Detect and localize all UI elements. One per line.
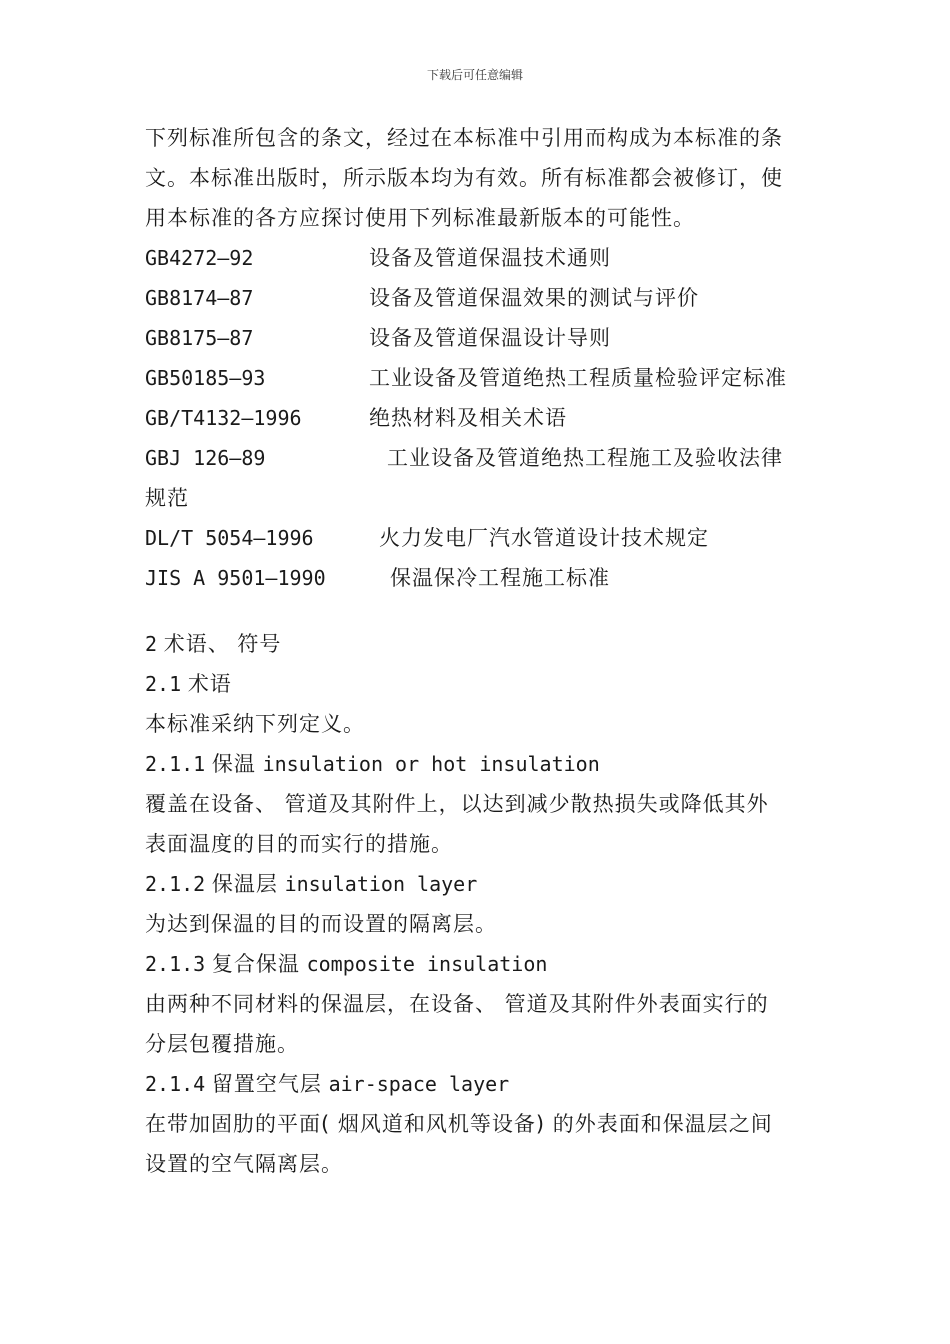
term-definition: 由两种不同材料的保温层，在设备、 管道及其附件外表面实行的 bbox=[145, 992, 769, 1016]
reference-code: GBJ 126—89 bbox=[145, 446, 266, 470]
reference-item bbox=[145, 318, 810, 358]
term-heading bbox=[145, 744, 810, 784]
reference-title: 工业设备及管道绝热工程施工及验收法律 bbox=[387, 446, 783, 470]
term-definition: 覆盖在设备、 管道及其附件上，以达到减少散热损失或降低其外 bbox=[145, 792, 769, 816]
term-entry bbox=[145, 864, 810, 944]
term-name-zh: 保温 bbox=[211, 752, 256, 776]
reference-code: GB/T4132—1996 bbox=[145, 406, 302, 430]
term-name-zh: 复合保温 bbox=[211, 952, 300, 976]
reference-code: DL/T 5054—1996 bbox=[145, 526, 314, 550]
reference-code: GB8174—87 bbox=[145, 286, 254, 310]
term-definition: 表面温度的目的而实行的措施。 bbox=[145, 832, 453, 856]
term-definition: 为达到保温的目的而设置的隔离层。 bbox=[145, 912, 497, 936]
section-spacer bbox=[145, 598, 810, 624]
term-name-en: air-space layer bbox=[328, 1072, 510, 1096]
reference-code: GB8175—87 bbox=[145, 326, 254, 350]
term-name-en: insulation or hot insulation bbox=[262, 752, 600, 776]
reference-item bbox=[145, 278, 810, 318]
term-heading bbox=[145, 864, 810, 904]
page-header: 下载后可任意编辑 bbox=[426, 68, 523, 82]
section-number: 2 bbox=[145, 632, 158, 656]
term-number: 2.1.3 bbox=[145, 952, 206, 976]
section-title: 术语、 符号 bbox=[163, 632, 282, 656]
term-number: 2.1.1 bbox=[145, 752, 206, 776]
intro-line: 下列标准所包含的条文，经过在本标准中引用而构成为本标准的条 bbox=[145, 126, 783, 150]
term-entry bbox=[145, 744, 810, 864]
reference-title: 设备及管道保温技术通则 bbox=[369, 246, 611, 270]
term-name-zh: 保温层 bbox=[211, 872, 278, 896]
reference-item bbox=[145, 398, 810, 438]
subsection-number: 2.1 bbox=[145, 672, 182, 696]
section-heading bbox=[145, 624, 810, 664]
term-name-zh: 留置空气层 bbox=[211, 1072, 322, 1096]
reference-item bbox=[145, 438, 810, 478]
subsection-intro: 本标准采纳下列定义。 bbox=[145, 712, 365, 736]
reference-title: 工业设备及管道绝热工程质量检验评定标准 bbox=[369, 366, 787, 390]
reference-item bbox=[145, 478, 810, 518]
reference-list bbox=[145, 238, 810, 598]
document-body bbox=[145, 118, 810, 1184]
reference-code: GB50185—93 bbox=[145, 366, 266, 390]
reference-item bbox=[145, 518, 810, 558]
term-name-en: composite insulation bbox=[306, 952, 548, 976]
intro-paragraph bbox=[145, 118, 810, 238]
term-definition: 设置的空气隔离层。 bbox=[145, 1152, 343, 1176]
reference-title: 设备及管道保温效果的测试与评价 bbox=[369, 286, 699, 310]
term-heading bbox=[145, 1064, 810, 1104]
reference-code: JIS A 9501—1990 bbox=[145, 566, 326, 590]
intro-line: 用本标准的各方应探讨使用下列标准最新版本的可能性。 bbox=[145, 206, 695, 230]
reference-title: 保温保冷工程施工标准 bbox=[390, 566, 610, 590]
term-definition: 分层包覆措施。 bbox=[145, 1032, 299, 1056]
reference-title: 规范 bbox=[145, 486, 189, 510]
term-entry bbox=[145, 1064, 810, 1184]
reference-item bbox=[145, 558, 810, 598]
term-number: 2.1.4 bbox=[145, 1072, 206, 1096]
term-heading bbox=[145, 944, 810, 984]
reference-code: GB4272—92 bbox=[145, 246, 254, 270]
reference-item bbox=[145, 358, 810, 398]
reference-title: 火力发电厂汽水管道设计技术规定 bbox=[379, 526, 709, 550]
term-entry bbox=[145, 944, 810, 1064]
reference-item bbox=[145, 238, 810, 278]
subsection-title: 术语 bbox=[187, 672, 232, 696]
intro-line: 文。本标准出版时，所示版本均为有效。所有标准都会被修订，使 bbox=[145, 166, 783, 190]
reference-title: 绝热材料及相关术语 bbox=[369, 406, 567, 430]
term-number: 2.1.2 bbox=[145, 872, 206, 896]
term-name-en: insulation layer bbox=[284, 872, 478, 896]
term-definition: 在带加固肋的平面( 烟风道和风机等设备) 的外表面和保温层之间 bbox=[145, 1112, 773, 1136]
reference-title: 设备及管道保温设计导则 bbox=[369, 326, 611, 350]
subsection-heading bbox=[145, 664, 810, 704]
